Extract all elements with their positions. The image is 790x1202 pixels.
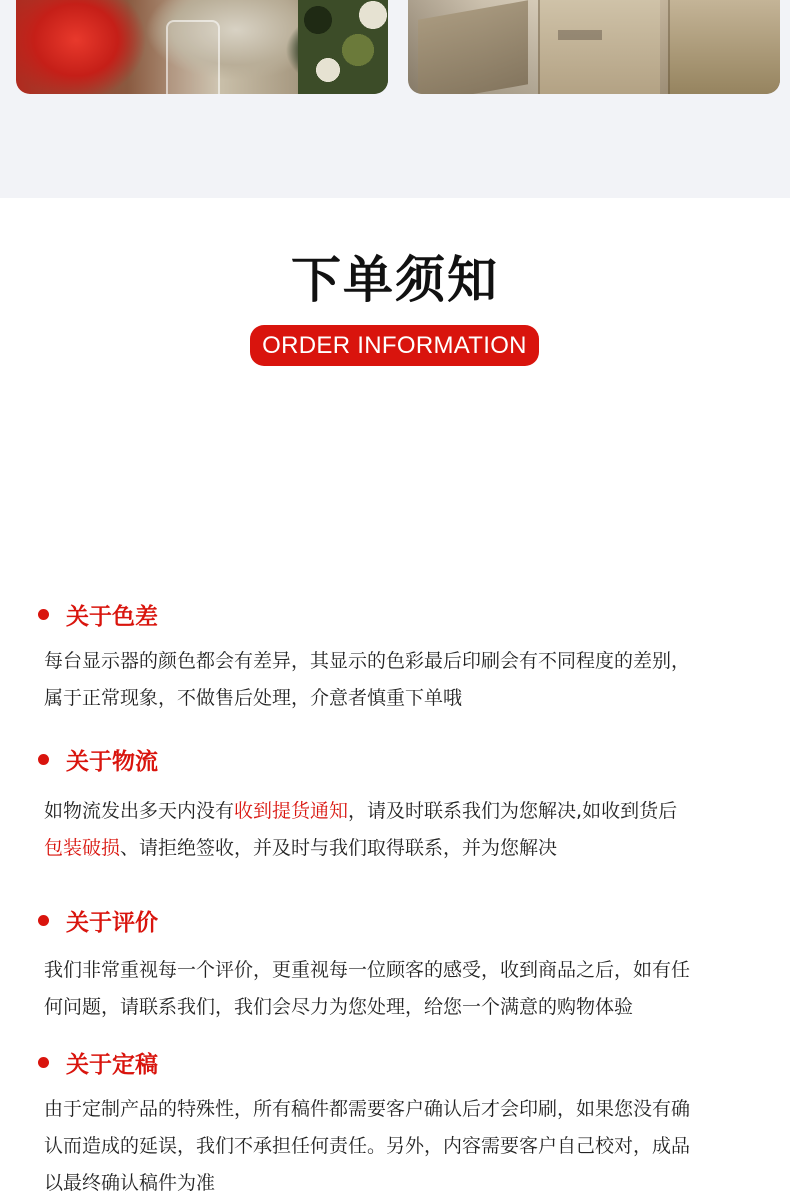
section-body — [44, 643, 754, 717]
body-line — [44, 830, 754, 867]
glass-cup-shape — [166, 20, 220, 94]
carton-label-shape — [558, 30, 602, 40]
section-body — [44, 952, 754, 1026]
body-text: 如物流发出多天内没有 — [44, 800, 235, 822]
photo-band — [0, 0, 790, 198]
page-title: 下单须知 — [291, 251, 499, 309]
highlight-text: 包装破损 — [44, 837, 121, 859]
carton-shape — [538, 0, 660, 94]
body-text: 、请拒绝签收，并及时与我们取得联系，并为您解决 — [120, 837, 558, 859]
camouflage-sleeve-shape — [298, 0, 388, 94]
section-title — [38, 905, 158, 935]
section-title — [38, 1047, 158, 1077]
section-title — [38, 599, 158, 629]
body-line: 以最终确认稿件为准 — [44, 1172, 216, 1194]
body-line — [44, 793, 754, 830]
body-line: 我们非常重视每一个评价，更重视每一位顾客的感受，收到商品之后，如有任 — [44, 959, 691, 981]
body-line: 每台显示器的颜色都会有差异，其显示的色彩最后印刷会有不同程度的差别， — [44, 650, 691, 672]
section-title-text: 关于物流 — [66, 748, 158, 775]
product-photo-right — [408, 0, 780, 94]
section-body — [44, 1091, 754, 1202]
product-photo-left — [16, 0, 388, 94]
order-information-badge: ORDER INFORMATION — [250, 325, 539, 366]
highlight-text: 收到提货通知 — [234, 800, 349, 822]
carton-shape — [418, 0, 528, 94]
section-body — [44, 793, 754, 867]
bullet-dot-icon — [38, 754, 49, 765]
bullet-dot-icon — [38, 609, 49, 620]
body-text: ，请及时联系我们为您解决,如收到货后 — [348, 800, 678, 822]
body-line: 属于正常现象，不做售后处理，介意者慎重下单哦 — [44, 687, 463, 709]
section-title-text: 关于定稿 — [66, 1051, 158, 1078]
body-line: 何问题，请联系我们，我们会尽力为您处理，给您一个满意的购物体验 — [44, 996, 634, 1018]
section-title-text: 关于评价 — [66, 909, 158, 936]
section-title — [38, 744, 158, 774]
section-title-text: 关于色差 — [66, 603, 158, 630]
bullet-dot-icon — [38, 1057, 49, 1068]
body-line: 由于定制产品的特殊性，所有稿件都需要客户确认后才会印刷，如果您没有确 — [44, 1098, 691, 1120]
bullet-dot-icon — [38, 915, 49, 926]
carton-shape — [668, 0, 780, 94]
body-line: 认而造成的延误，我们不承担任何责任。另外，内容需要客户自己校对，成品 — [44, 1135, 691, 1157]
